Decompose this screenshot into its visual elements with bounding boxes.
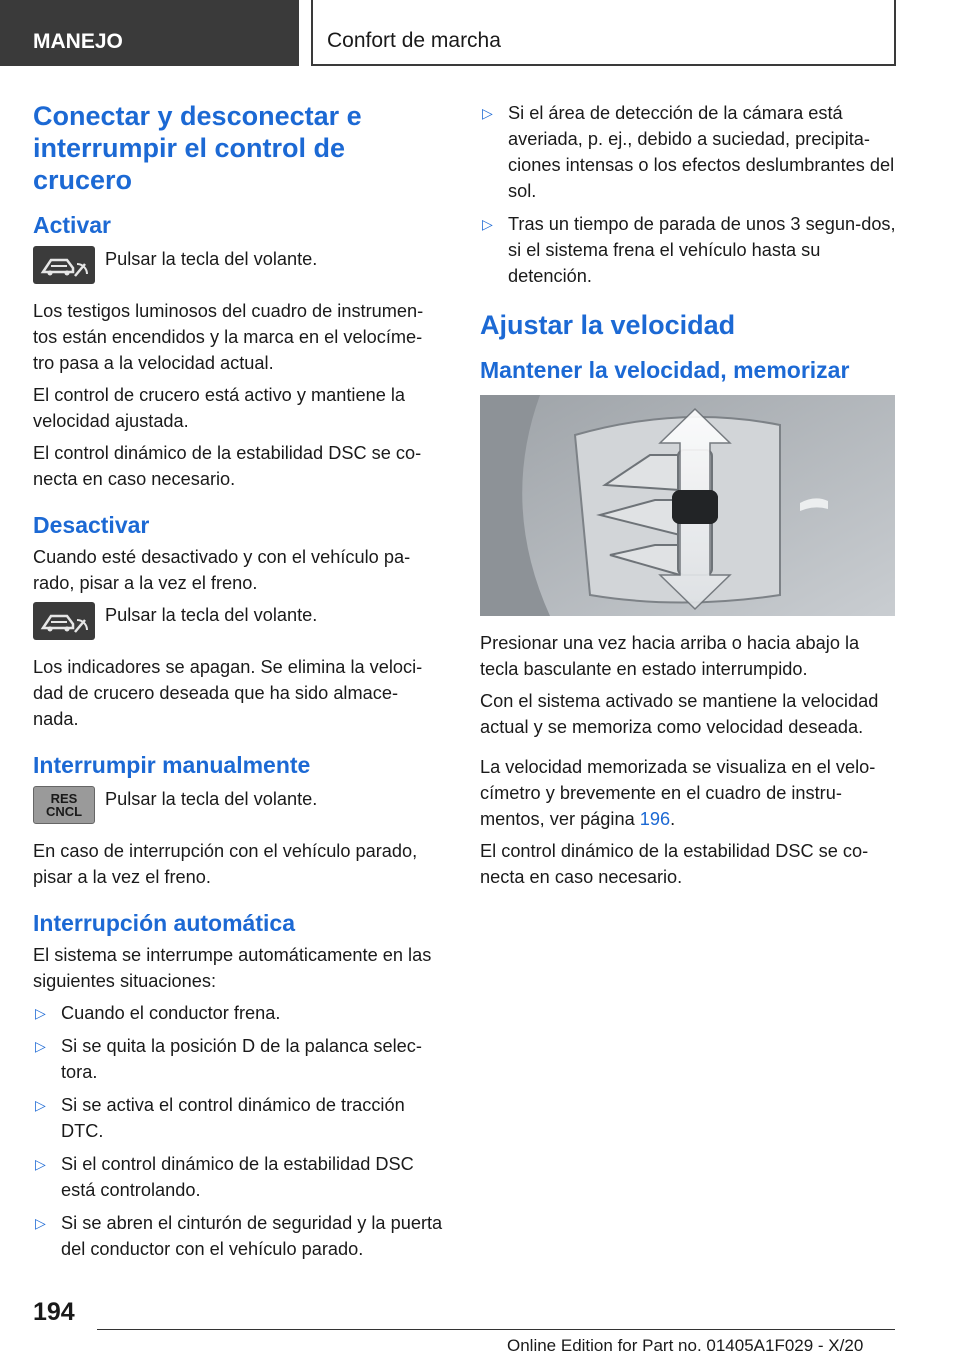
page-reference-link[interactable]: 196 xyxy=(639,809,671,829)
left-column xyxy=(33,100,443,1269)
heading-mantener-velocidad: Mantener la velocidad, memorizar xyxy=(480,357,850,383)
cruise-control-button-icon xyxy=(33,602,95,640)
cncl-label: CNCL xyxy=(45,804,83,819)
activar-paragraph-2: El control de crucero está activo y mantiene la velocidad ajustada. xyxy=(33,385,406,431)
manual-instruction xyxy=(33,786,443,824)
desactivar-paragraph-1: Cuando esté desactivado y con el vehículo pa-rado, pisar a la vez el freno. xyxy=(33,547,411,593)
page-number: 194 xyxy=(33,1298,75,1326)
manual-icon-caption: Pulsar la tecla del volante. xyxy=(105,789,318,809)
footer-divider xyxy=(97,1329,895,1330)
list-item: ▷ Si el área de detección de la cámara está averiada, p. ej., debido a suciedad, precipita-ciones intensas o los efectos deslumbrantes del sol. xyxy=(480,100,896,204)
heading-interrumpir-manual: Interrumpir manualmente xyxy=(33,752,311,778)
bullet-triangle-icon: ▷ xyxy=(35,1215,46,1231)
activar-icon-caption: Pulsar la tecla del volante. xyxy=(105,249,318,269)
desactivar-icon-caption: Pulsar la tecla del volante. xyxy=(105,605,318,625)
activar-paragraph-1: Los testigos luminosos del cuadro de instrumen-tos están encendidos y la marca en el velocíme-tro pasa a la velocidad actual. xyxy=(33,301,424,373)
heading-activar: Activar xyxy=(33,212,111,238)
cruise-control-button-icon xyxy=(33,246,95,284)
mantener-paragraph-3: La velocidad memorizada se visualiza en el velo-címetro y brevemente en el cuadro de instru-mentos, ver página 196. xyxy=(480,757,876,829)
list-item: ▷ Si se activa el control dinámico de tracción DTC. xyxy=(33,1092,443,1144)
list-item: ▷ Si se abren el cinturón de seguridad y la puerta del conductor con el vehículo parado. xyxy=(33,1210,443,1262)
section-title: Conectar y desconectar e interrumpir el control de crucero xyxy=(33,101,362,195)
chapter-tab: Confort de marcha xyxy=(311,0,896,66)
manual-paragraph-1: En caso de interrupción con el vehículo parado, pisar a la vez el freno. xyxy=(33,841,418,887)
list-item: ▷ Si se quita la posición D de la palanca selec-tora. xyxy=(33,1033,443,1085)
mantener-paragraph-1: Presionar una vez hacia arriba o hacia abajo la tecla basculante en estado interrumpido. xyxy=(480,633,860,679)
activar-instruction xyxy=(33,246,443,284)
list-item: ▷ Si el control dinámico de la estabilidad DSC está controlando. xyxy=(33,1151,443,1203)
list-item: ▷ Cuando el conductor frena. xyxy=(33,1000,443,1026)
desactivar-paragraph-2: Los indicadores se apagan. Se elimina la veloci-dad de crucero deseada que ha sido almace-nada. xyxy=(33,657,423,729)
heading-desactivar: Desactivar xyxy=(33,512,150,538)
section-tab: MANEJO xyxy=(0,0,299,66)
auto-conditions-list xyxy=(33,1000,443,1262)
steering-wheel-rocker-switch-image xyxy=(480,395,895,616)
bullet-triangle-icon: ▷ xyxy=(35,1097,46,1113)
heading-ajustar-velocidad: Ajustar la velocidad xyxy=(480,310,736,340)
heading-interrupcion-automatica: Interrupción automática xyxy=(33,910,295,936)
mantener-paragraph-2: Con el sistema activado se mantiene la velocidad actual y se memoriza como velocidad deseada. xyxy=(480,691,879,737)
res-cncl-button-icon xyxy=(33,786,95,824)
auto-conditions-list-continued xyxy=(480,100,896,289)
bullet-triangle-icon: ▷ xyxy=(35,1005,46,1021)
bullet-triangle-icon: ▷ xyxy=(35,1156,46,1172)
bullet-triangle-icon: ▷ xyxy=(482,216,493,232)
right-column xyxy=(480,100,896,896)
list-item: ▷ Tras un tiempo de parada de unos 3 segun-dos, si el sistema frena el vehículo hasta su detención. xyxy=(480,211,896,289)
auto-paragraph-1: El sistema se interrumpe automáticamente en las siguientes situaciones: xyxy=(33,945,432,991)
bullet-triangle-icon: ▷ xyxy=(482,105,493,121)
activar-paragraph-3: El control dinámico de la estabilidad DSC se co-necta en caso necesario. xyxy=(33,443,422,489)
res-label: RES xyxy=(50,791,78,806)
footer-edition: Online Edition for Part no. 01405A1F029 - X/20 xyxy=(507,1336,864,1355)
desactivar-instruction xyxy=(33,602,443,640)
page-header xyxy=(0,0,960,66)
mantener-paragraph-4: El control dinámico de la estabilidad DSC se co-necta en caso necesario. xyxy=(480,841,869,887)
bullet-triangle-icon: ▷ xyxy=(35,1038,46,1054)
